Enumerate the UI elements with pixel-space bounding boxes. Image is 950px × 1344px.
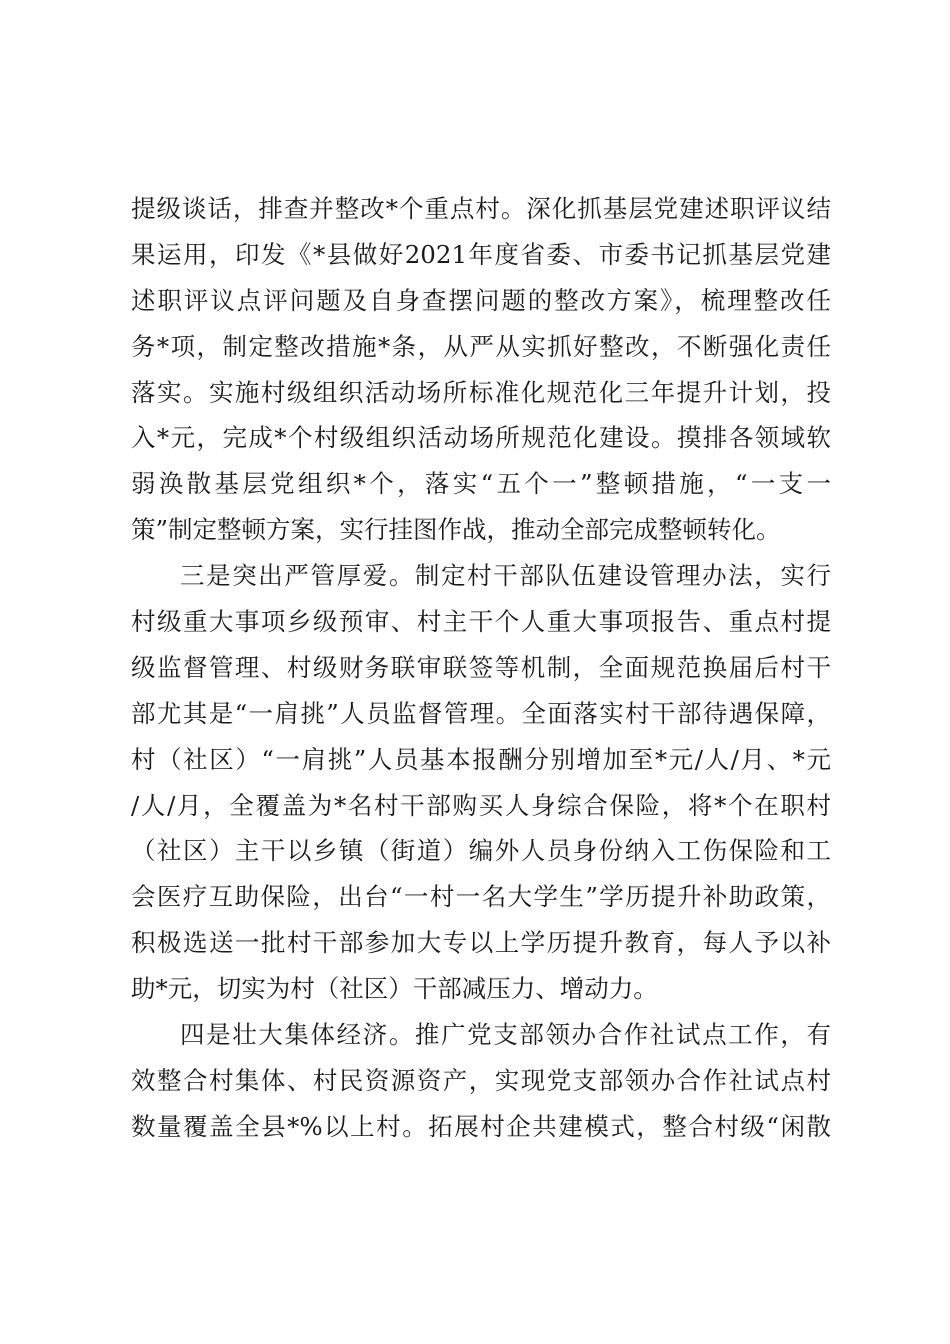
text-line: 级监督管理、村级财务联审联签等机制，全面规范换届后村干 bbox=[131, 652, 831, 682]
text-line: 数量覆盖全县*%以上村。拓展村企共建模式，整合村级“闲散 bbox=[131, 1111, 831, 1141]
text-line: 弱涣散基层党组织*个，落实“五个一”整顿措施，“一支一 bbox=[131, 469, 831, 499]
text-line: 效整合村集体、村民资源资产，实现党支部领办合作社试点村 bbox=[131, 1065, 831, 1095]
text-line: 务*项，制定整改措施*条，从严从实抓好整改，不断强化责任 bbox=[131, 331, 831, 361]
text-line: 落实。实施村级组织活动场所标准化规范化三年提升计划，投 bbox=[131, 377, 831, 407]
paragraph-start-line: 四是壮大集体经济。推广党支部领办合作社试点工作，有 bbox=[180, 1020, 831, 1050]
text-line: （社区）主干以乡镇（街道）编外人员身份纳入工伤保险和工 bbox=[131, 836, 831, 866]
text-line: 策”制定整顿方案，实行挂图作战，推动全部完成整顿转化。 bbox=[131, 515, 781, 545]
paragraph-start-line: 三是突出严管厚爱。制定村干部队伍建设管理办法，实行 bbox=[180, 561, 831, 591]
text-line: 助*元，切实为村（社区）干部减压力、增动力。 bbox=[131, 974, 658, 1004]
text-line: 果运用，印发《*县做好2021年度省委、市委书记抓基层党建 bbox=[131, 239, 831, 269]
text-line: 积极选送一批村干部参加大专以上学历提升教育，每人予以补 bbox=[131, 928, 831, 958]
text-line: 入*元，完成*个村级组织活动场所规范化建设。摸排各领域软 bbox=[131, 423, 831, 453]
text-line: 提级谈话，排查并整改*个重点村。深化抓基层党建述职评议结 bbox=[131, 194, 831, 223]
text-line: 部尤其是“一肩挑”人员监督管理。全面落实村干部待遇保障， bbox=[131, 698, 831, 728]
body-text bbox=[131, 186, 831, 1150]
text-line: 村级重大事项乡级预审、村主干个人重大事项报告、重点村提 bbox=[131, 607, 831, 637]
text-line: /人/月，全覆盖为*名村干部购买人身综合保险，将*个在职村 bbox=[131, 790, 831, 820]
text-line: 述职评议点评问题及自身查摆问题的整改方案》，梳理整改任 bbox=[131, 285, 831, 315]
text-line: 村（社区）“一肩挑”人员基本报酬分别增加至*元/人/月、*元 bbox=[131, 744, 831, 774]
text-line: 会医疗互助保险，出台“一村一名大学生”学历提升补助政策， bbox=[131, 882, 831, 912]
